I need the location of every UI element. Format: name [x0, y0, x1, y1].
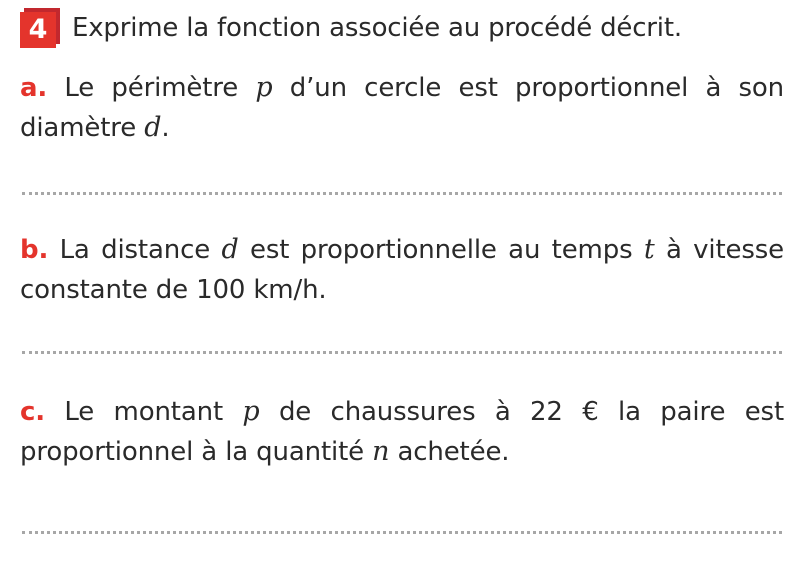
question-b [20, 230, 784, 310]
exercise-number: 4 [20, 12, 56, 48]
answer-line-c[interactable] [22, 531, 782, 534]
variable-p: p [255, 72, 273, 103]
variable-d: d [221, 234, 239, 265]
answer-line-a[interactable] [22, 192, 782, 195]
question-letter: c. [20, 397, 45, 427]
question-text: Le montant [64, 397, 243, 427]
variable-p: p [242, 396, 260, 427]
question-text: achetée. [389, 437, 510, 467]
question-text: à vitesse constante de 100 km/h. [20, 235, 784, 305]
variable-n: n [372, 436, 390, 467]
question-letter: b. [20, 235, 49, 265]
question-letter: a. [20, 73, 48, 103]
question-text: Le périmètre [64, 73, 256, 103]
variable-t: t [643, 234, 655, 265]
question-a [20, 68, 784, 148]
answer-line-b[interactable] [22, 351, 782, 354]
question-text: . [161, 113, 170, 143]
question-c [20, 392, 784, 472]
question-text: La distance [59, 235, 222, 265]
exercise-number-badge [20, 8, 60, 48]
question-text: d’un cercle est proportionnel à son diamètre [20, 73, 785, 143]
question-text: de chaussures à 22 € la paire est proportionnel à la quantité [20, 397, 784, 467]
exercise-instruction: Exprime la fonction associée au procédé décrit. [72, 13, 682, 43]
question-text: est proportionnelle au temps [238, 235, 644, 265]
variable-d: d [144, 112, 162, 143]
